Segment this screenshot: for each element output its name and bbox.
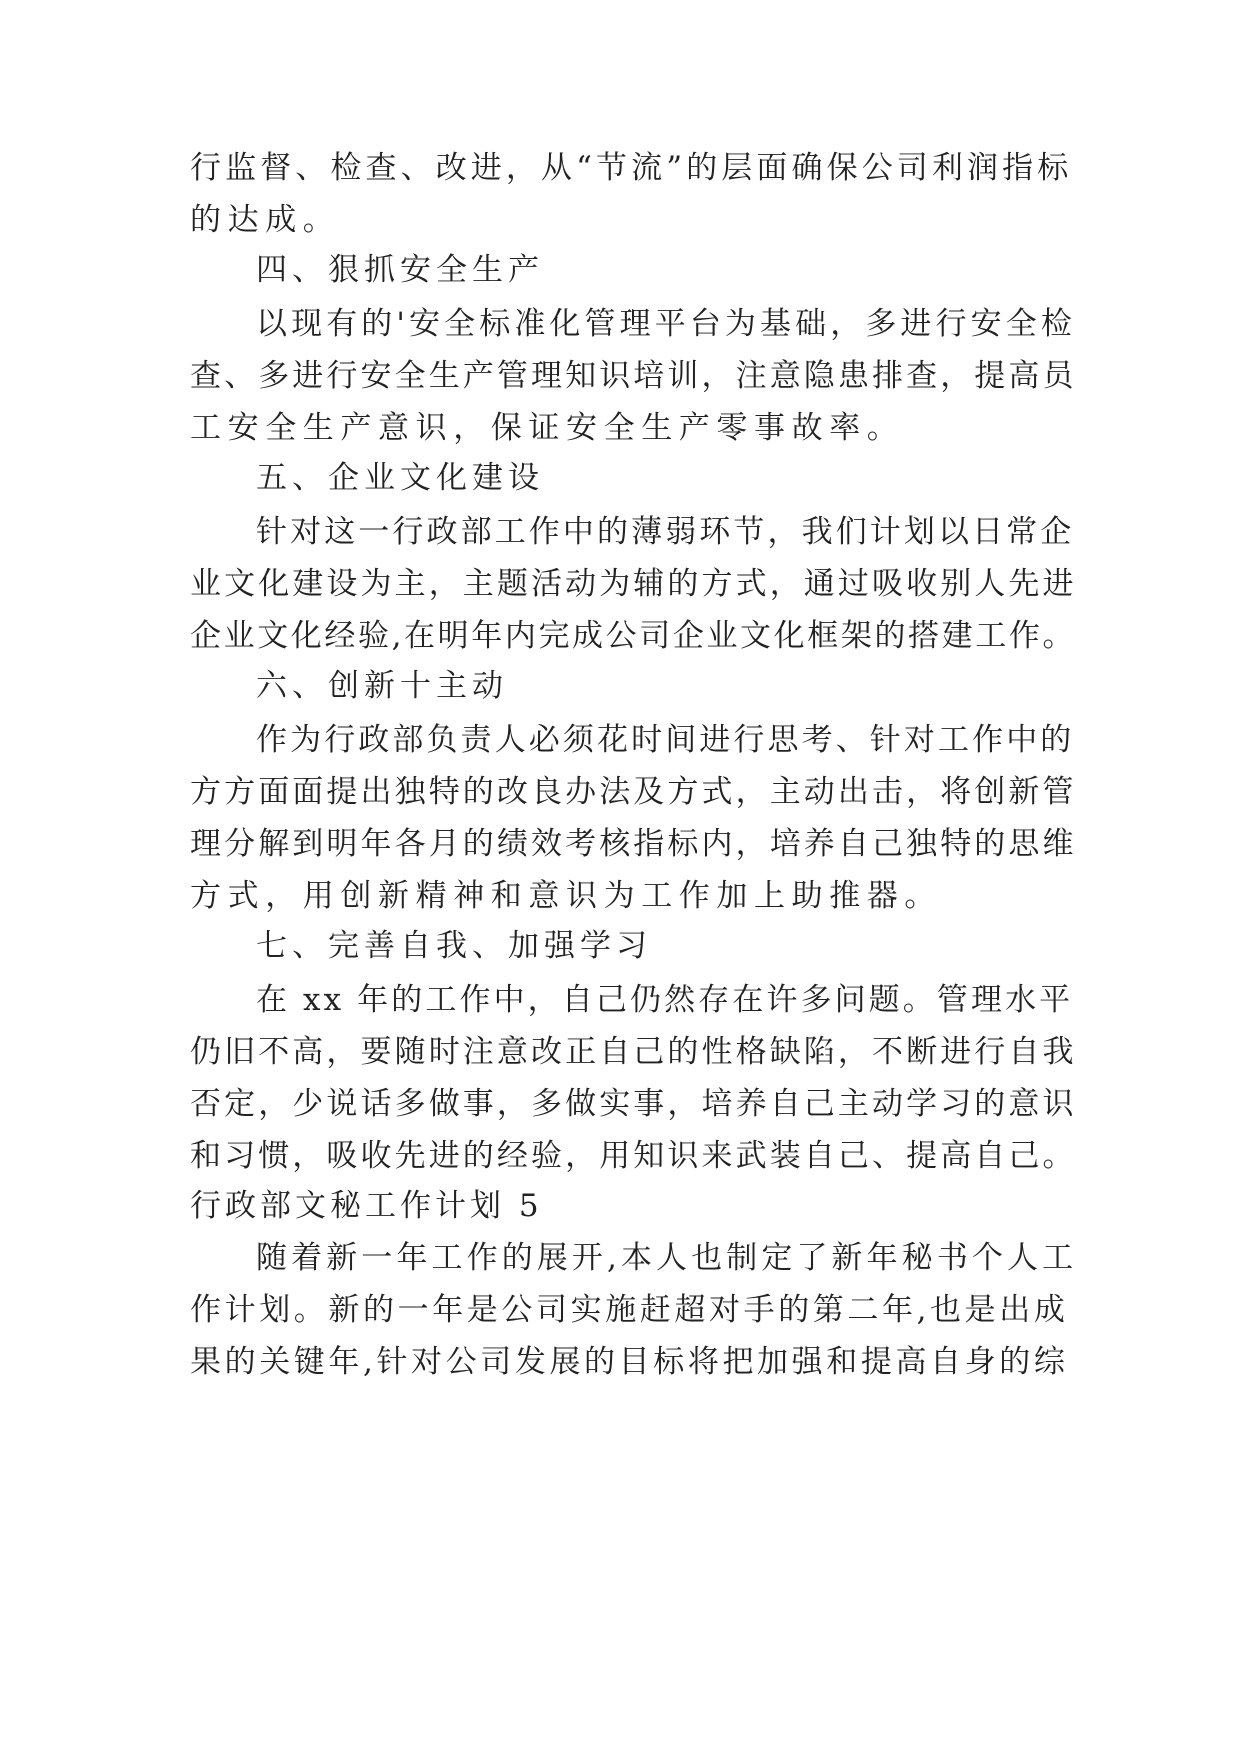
section-heading: 七、完善自我、加强学习 — [256, 928, 652, 964]
paragraph-line: 仍旧不高，要随时注意改正自己的性格缺陷，不断进行自我 — [190, 1034, 1077, 1070]
paragraph-line: 随着新一年工作的展开,本人也制定了新年秘书个人工 — [256, 1240, 1078, 1276]
paragraph-line: 业文化建设为主，主题活动为辅的方式，通过吸收别人先进 — [190, 566, 1077, 602]
paragraph-line: 查、多进行安全生产管理知识培训，注意隐患排查，提高员 — [190, 358, 1077, 394]
paragraph-line: 行监督、检查、改进，从“节流”的层面确保公司利润指标 — [190, 150, 1073, 186]
paragraph-line: 否定，少说话多做事，多做实事，培养自己主动学习的意识 — [190, 1086, 1077, 1122]
paragraph-line: 果的关键年,针对公司发展的目标将把加强和提高自身的综 — [190, 1344, 1069, 1380]
paragraph-line: 工安全生产意识，保证安全生产零事故率。 — [190, 410, 905, 446]
paragraph-line: 企业文化经验,在明年内完成公司企业文化框架的搭建工作。 — [190, 618, 1077, 654]
section-heading: 五、企业文化建设 — [256, 460, 544, 496]
paragraph-line: 的达成。 — [190, 202, 341, 238]
paragraph-line: 和习惯，吸收先进的经验，用知识来武装自己、提高自己。 — [190, 1138, 1077, 1174]
paragraph-line: 以现有的'安全标准化管理平台为基础，多进行安全检 — [256, 306, 1076, 342]
paragraph-line: 针对这一行政部工作中的薄弱环节，我们计划以日常企 — [256, 514, 1075, 550]
paragraph-line: 作计划。新的一年是公司实施赶超对手的第二年,也是出成 — [190, 1292, 1069, 1328]
section-heading: 六、创新十主动 — [256, 668, 508, 704]
paragraph-line: 理分解到明年各月的绩效考核指标内，培养自己独特的思维 — [190, 826, 1077, 862]
section-heading: 四、狠抓安全生产 — [256, 252, 544, 288]
paragraph-line: 作为行政部负责人必须花时间进行思考、针对工作中的 — [256, 722, 1075, 758]
paragraph-line: 方方面面提出独特的改良办法及方式，主动出击，将创新管 — [190, 774, 1077, 810]
paragraph-line: 在 xx 年的工作中，自己仍然存在许多问题。管理水平 — [256, 982, 1074, 1018]
paragraph-line: 方式，用创新精神和意识为工作加上助推器。 — [190, 878, 942, 914]
document-title: 行政部文秘工作计划 5 — [190, 1188, 543, 1224]
